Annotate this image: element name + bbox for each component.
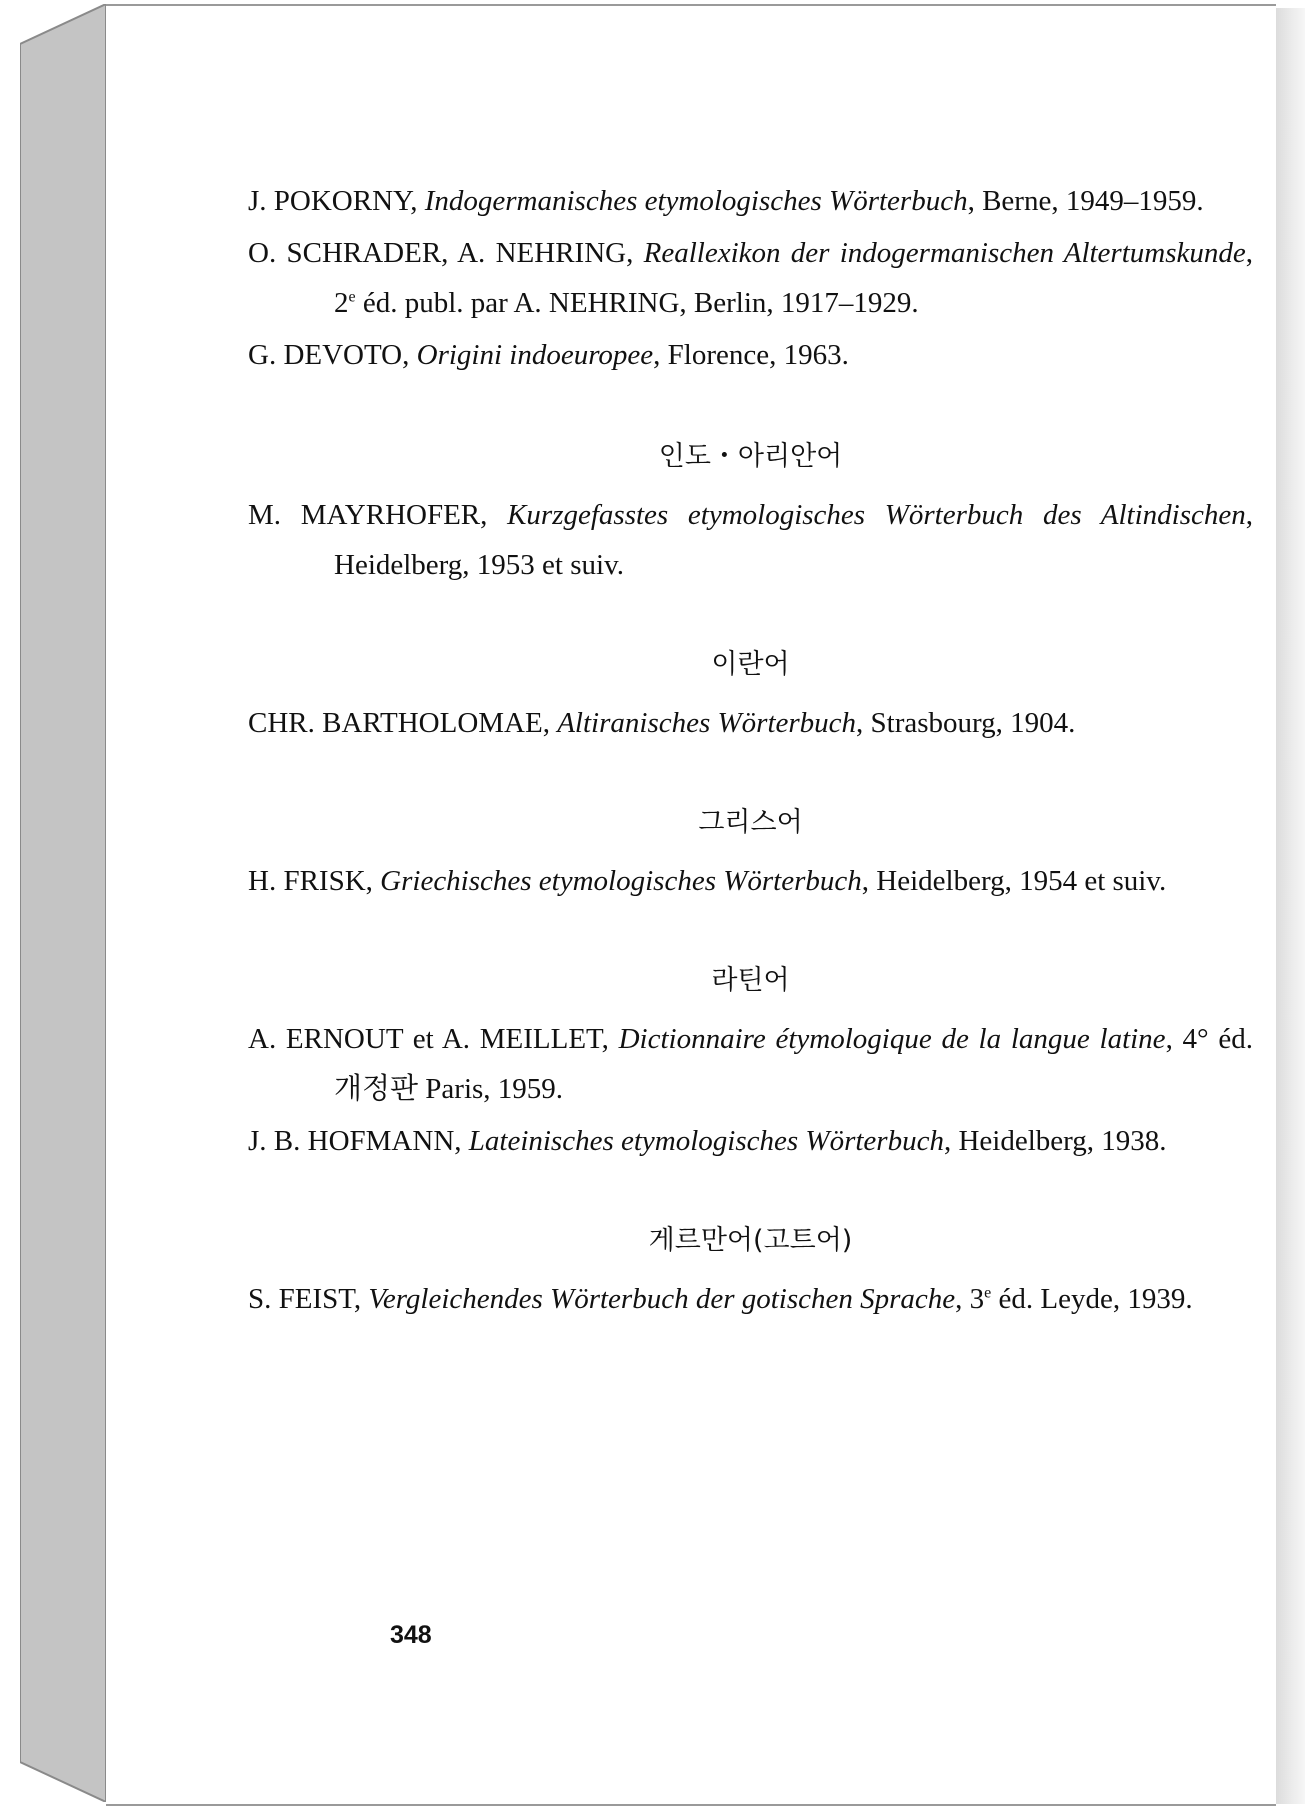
bibliography xyxy=(248,176,1253,1326)
bibliography-entry xyxy=(248,1014,1253,1114)
entry-details: , Florence, 1963. xyxy=(653,339,849,371)
edition-superscript: e xyxy=(348,288,356,306)
entry-author: A. ERNOUT et A. MEILLET, xyxy=(248,1023,619,1055)
entry-title: Altiranisches Wörterbuch xyxy=(557,707,857,739)
book-spine xyxy=(20,4,106,1802)
entry-author: O. SCHRADER, A. NEHRING, xyxy=(248,237,644,269)
entry-title: Reallexikon der indogermanischen Altertumskunde xyxy=(643,237,1246,269)
entry-author: H. FRISK, xyxy=(248,865,381,897)
entry-author: CHR. BARTHOLOMAE, xyxy=(248,707,558,739)
page-number: 348 xyxy=(390,1621,432,1649)
entry-title: Origini indoeuropee xyxy=(416,339,654,371)
section-heading: 게르만어(고트어) xyxy=(648,1225,853,1256)
bibliography-entry xyxy=(248,1274,1253,1324)
section-heading: 그리스어 xyxy=(698,807,803,838)
entry-author: J. POKORNY, xyxy=(248,185,425,217)
entry-author: M. MAYRHOFER, xyxy=(248,499,508,531)
bibliography-entry xyxy=(248,176,1253,226)
entry-author: J. B. HOFMANN, xyxy=(248,1125,469,1157)
entry-details: , Heidelberg, 1938. xyxy=(943,1125,1167,1157)
section-heading: 이란어 xyxy=(711,649,790,680)
page-edge xyxy=(1273,8,1305,1804)
book-page xyxy=(106,4,1276,1806)
entry-details: , Heidelberg, 1954 et suiv. xyxy=(861,865,1167,897)
entry-title: Vergleichendes Wörterbuch der gotischen Sprache xyxy=(368,1283,956,1315)
bibliography-entry xyxy=(248,330,1253,380)
entry-edition: , 3 xyxy=(955,1283,985,1315)
entry-details: , Strasbourg, 1904. xyxy=(856,707,1076,739)
entry-details: , Heidelberg, 1953 et suiv. xyxy=(334,499,1253,581)
entry-author: G. DEVOTO, xyxy=(248,339,417,371)
edition-superscript: e xyxy=(984,1284,992,1302)
entry-details: , Berne, 1949–1959. xyxy=(967,185,1204,217)
entry-title: Lateinisches etymologisches Wörterbuch xyxy=(468,1125,944,1157)
entry-details: éd. publ. par A. NEHRING, Berlin, 1917–1929. xyxy=(355,287,919,319)
entry-details: , 4° éd. 개정판 Paris, 1959. xyxy=(334,1023,1254,1105)
bibliography-entry xyxy=(248,698,1253,748)
bibliography-entry xyxy=(248,228,1253,328)
entry-author: S. FEIST, xyxy=(248,1283,369,1315)
section-heading: 라틴어 xyxy=(711,965,790,996)
bibliography-entry xyxy=(248,856,1253,906)
section-heading: 인도・아리안어 xyxy=(658,441,843,472)
entry-edition: , 2 xyxy=(334,237,1253,319)
entry-title: Kurzgefasstes etymologisches Wörterbuch des Altindischen xyxy=(507,499,1246,531)
bibliography-entry xyxy=(248,1116,1253,1166)
bibliography-entry xyxy=(248,490,1253,590)
entry-title: Indogermanisches etymologisches Wörterbuch xyxy=(424,185,968,217)
entry-title: Griechisches etymologisches Wörterbuch xyxy=(380,865,862,897)
entry-title: Dictionnaire étymologique de la langue latine xyxy=(618,1023,1166,1055)
entry-details: éd. Leyde, 1939. xyxy=(991,1283,1193,1315)
